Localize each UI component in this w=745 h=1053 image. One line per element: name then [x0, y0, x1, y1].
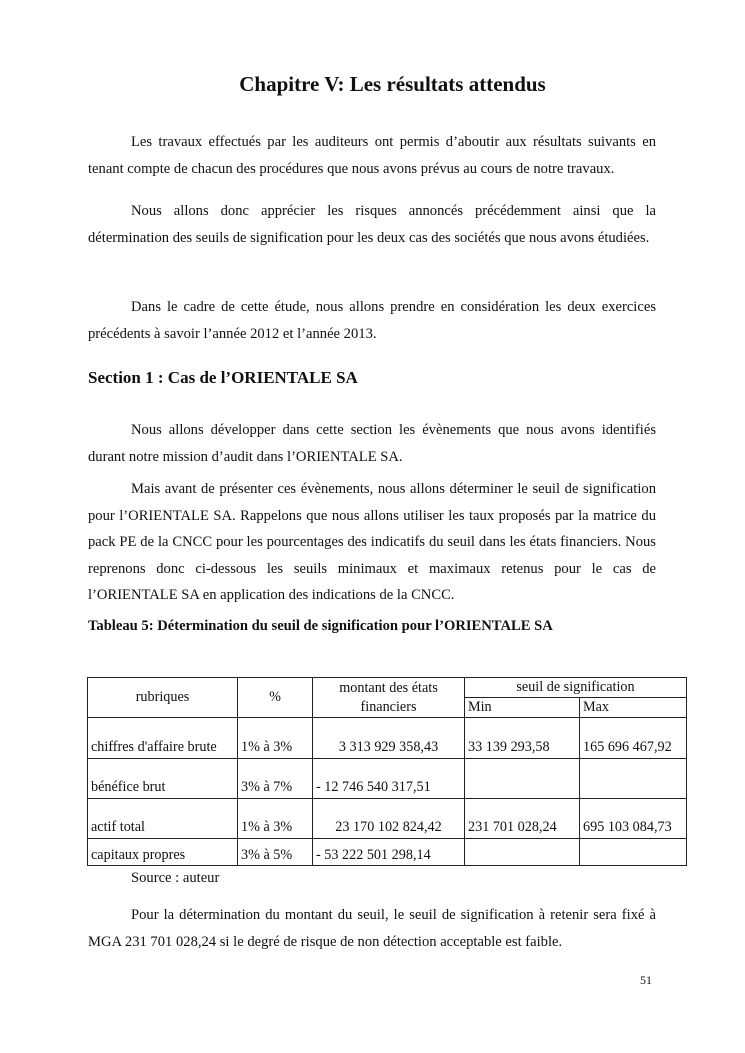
cell-percent: 3% à 7% — [238, 759, 313, 799]
cell-max — [580, 759, 687, 799]
cell-rubrique: actif total — [88, 799, 238, 839]
table-row — [88, 839, 687, 866]
section-heading: Section 1 : Cas de l’ORIENTALE SA — [88, 368, 358, 387]
header-rubriques: rubriques — [88, 678, 238, 718]
cell-percent: 1% à 3% — [238, 799, 313, 839]
cell-percent: 3% à 5% — [238, 839, 313, 866]
cell-min — [465, 839, 580, 866]
header-montant — [313, 678, 465, 718]
intro-paragraph-3: Dans le cadre de cette étude, nous allons prendre en considération les deux exercices précédents à savoir l’année 2012 et l’année 2013. — [88, 299, 656, 342]
table-row — [88, 799, 687, 839]
header-seuil: seuil de signification — [465, 678, 687, 698]
header-montant-line2: financiers — [360, 699, 417, 715]
cell-montant: - 53 222 501 298,14 — [313, 839, 465, 866]
header-max: Max — [580, 698, 687, 718]
cell-max — [580, 839, 687, 866]
table-row — [88, 718, 687, 759]
table-header-row — [88, 678, 687, 698]
header-percent: % — [238, 678, 313, 718]
cell-percent: 1% à 3% — [238, 718, 313, 759]
intro-paragraph-1: Les travaux effectués par les auditeurs ont permis d’aboutir aux résultats suivants en tenant compte de chacun des procédures que nous avons prévus au cours de notre travaux. — [88, 134, 656, 177]
cell-rubrique: capitaux propres — [88, 839, 238, 866]
table-caption: Tableau 5: Détermination du seuil de signification pour l’ORIENTALE SA — [88, 618, 553, 634]
cell-max: 695 103 084,73 — [580, 799, 687, 839]
cell-min: 33 139 293,58 — [465, 718, 580, 759]
cell-max: 165 696 467,92 — [580, 718, 687, 759]
table-source: Source : auteur — [131, 870, 220, 886]
intro-paragraph-2: Nous allons donc apprécier les risques annoncés précédemment ainsi que la détermination des seuils de signification pour les deux cas des sociétés que nous avons étudiées. — [88, 203, 656, 246]
conclusion-paragraph: Pour la détermination du montant du seuil, le seuil de signification à retenir sera fixé à MGA 231 701 028,24 si le degré de risque de non détection acceptable est faible. — [88, 907, 656, 950]
cell-rubrique: chiffres d'affaire brute — [88, 718, 238, 759]
cell-rubrique: bénéfice brut — [88, 759, 238, 799]
cell-min — [465, 759, 580, 799]
page-number: 51 — [640, 973, 652, 987]
section-paragraph-1: Nous allons développer dans cette section les évènements que nous avons identifiés durant notre mission d’audit dans l’ORIENTALE SA. — [88, 422, 656, 465]
cell-montant: 3 313 929 358,43 — [313, 718, 465, 759]
cell-min: 231 701 028,24 — [465, 799, 580, 839]
section-paragraph-2: Mais avant de présenter ces évènements, nous allons déterminer le seuil de signification pour l’ORIENTALE SA. Rappelons que nous allons utiliser les taux proposés par la matrice du pack PE de la CNCC pour les pourcentages des indicatifs du seuil dans les états financiers. Nous reprenons donc ci-dessous les seuils minimaux et maximaux retenus pour le cas de l’ORIENTALE SA en application des indications de la CNCC. — [88, 481, 656, 603]
header-min: Min — [465, 698, 580, 718]
chapter-title: Chapitre V: Les résultats attendus — [239, 72, 546, 96]
cell-montant: 23 170 102 824,42 — [313, 799, 465, 839]
seuil-table — [87, 677, 687, 866]
table-row — [88, 759, 687, 799]
cell-montant: - 12 746 540 317,51 — [313, 759, 465, 799]
header-montant-line1: montant des états — [339, 680, 438, 696]
